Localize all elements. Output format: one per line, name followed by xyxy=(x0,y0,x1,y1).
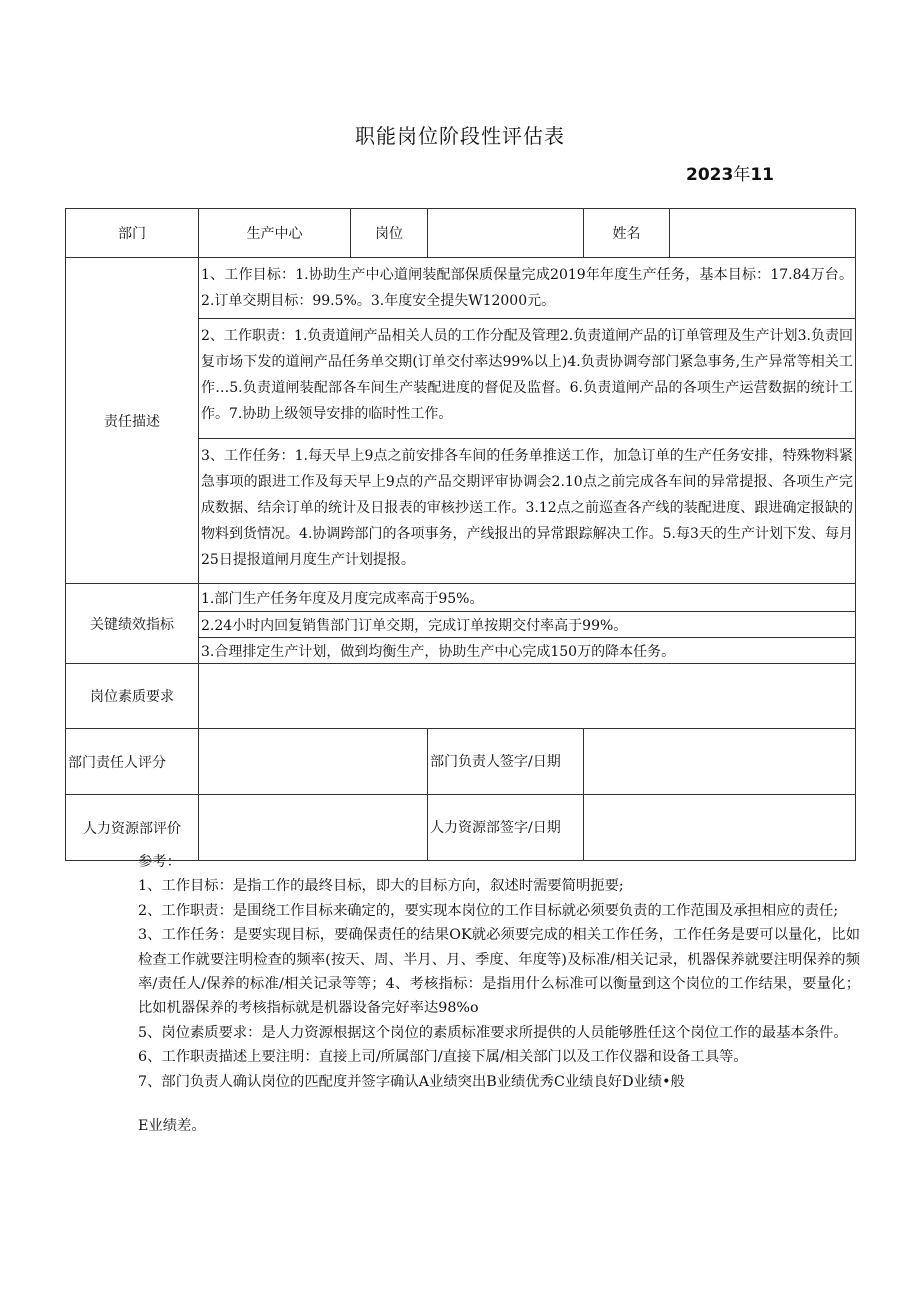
work-task-text: 3、工作任务：1.每天早上9点之前安排各车间的任务单推送工作，加急订单的生产任务安排，特殊物料紧急事项的跟进工作及每天早上9点的产品交期评审协调会2.10点之前完成各车间的异常提报、各项生产完成数据、结余订单的统计及日报表的审核抄送工作。3.12点之前巡查各产线的装配进度、跟进确定报缺的物料到货情况。4.协调跨部门的各项事务，产线报出的异常跟踪解决工作。5.每3天的生产计划下发、每月25日提报道闸月度生产计划提报。 xyxy=(199,439,856,584)
reference-notes xyxy=(138,850,860,1138)
row-basic-info xyxy=(66,209,856,258)
note-quality: 5、岗位素质要求：是人力资源根据这个岗位的素质标准要求所提供的人员能够胜任这个岗位工作的最基本条件。 xyxy=(138,1024,848,1041)
dept-sign-label: 部门负责人签字/日期 xyxy=(428,729,584,795)
note-task: 3、工作任务：是要实现目标，要确保责任的结果OK就必须要完成的相关工作任务，工作任务是要可以量化，比如检查工作就要注明检查的频率(按天、周、半月、月、季度、年度等)及标准/相关记录，机器保养就要注明保养的频率/责任人/保养的标准/相关记录等等；4、考核指标：是指用什么标准可以衡量到这个岗位的工作结果，要量化；比如机器保养的考核指标就是机器设备完好率达98%o xyxy=(138,927,860,1017)
row-dept-eval xyxy=(66,729,856,795)
date-year: 2023 xyxy=(686,165,734,185)
post-label: 岗位 xyxy=(351,209,428,258)
note-rating-end: E业绩差。 xyxy=(138,1118,206,1135)
kpi-item: 3.合理排定生产计划，做到均衡生产，协助生产中心完成150万的降本任务。 xyxy=(199,638,856,664)
note-goal: 1、工作目标：是指工作的最终目标，即大的目标方向，叙述时需要简明扼要; xyxy=(138,878,624,895)
dept-eval-value-cell[interactable] xyxy=(199,729,428,795)
post-value-cell[interactable] xyxy=(428,209,584,258)
note-duty-description: 6、工作职责描述上要注明：直接上司/所属部门/直接下属/相关部门以及工作仪器和设备工具等。 xyxy=(138,1049,748,1066)
evaluation-table xyxy=(65,208,856,861)
date-year-char: 年 xyxy=(733,165,751,185)
notes-heading: 参考： xyxy=(138,854,181,870)
dept-value: 生产中心 xyxy=(199,209,351,258)
quality-value-cell[interactable] xyxy=(199,664,856,729)
row-goal xyxy=(66,258,856,319)
work-duty-text: 2、工作职责：1.负责道闸产品相关人员的工作分配及管理2.负责道闸产品的订单管理及生产计划3.负责回复市场下发的道闸产品任务单交期(订单交付率达99%以上)4.负责协调夸部门紧急事务,生产异常等相关工作…5.负责道闸装配部各车间生产装配进度的督促及监督。6.负责道闸产品的各项生产运营数据的统计工作。7.协助上级领导安排的临时性工作。 xyxy=(199,319,856,439)
name-value-cell[interactable] xyxy=(670,209,856,258)
date xyxy=(686,160,774,185)
dept-sign-value-cell[interactable] xyxy=(584,729,856,795)
note-duty: 2、工作职责：是围绕工作目标来确定的，要实现本岗位的工作目标就必须要负责的工作范围及承担相应的责任; xyxy=(138,902,839,919)
dept-label: 部门 xyxy=(66,209,199,258)
date-month: 11 xyxy=(750,165,774,185)
row-kpi-1 xyxy=(66,584,856,612)
work-goal-text: 1、工作目标：1.协助生产中心道闸装配部保质保量完成2019年年度生产任务，基本目标：17.84万台。2.订单交期目标：99.5%。3.年度安全提失W12000元。 xyxy=(199,258,856,319)
quality-label: 岗位素质要求 xyxy=(66,664,199,729)
responsibility-label: 责任描述 xyxy=(66,258,199,584)
hr-eval-label: 人力资源部评价 xyxy=(66,795,199,861)
kpi-item: 1.部门生产任务年度及月度完成率高于95%。 xyxy=(199,584,856,612)
row-quality xyxy=(66,664,856,729)
note-rating: 7、部门负责人确认岗位的匹配度并签字确认A业绩突出B业绩优秀C业绩良好D业绩•般 xyxy=(138,1073,685,1090)
dept-eval-label: 部门责任人评分 xyxy=(66,729,199,795)
hr-sign-label: 人力资源部签字/日期 xyxy=(428,795,584,861)
kpi-label: 关键绩效指标 xyxy=(66,584,199,664)
name-label: 姓名 xyxy=(584,209,670,258)
kpi-item: 2.24小时内回复销售部门订单交期，完成订单按期交付率高于99%。 xyxy=(199,612,856,638)
page-title: 职能岗位阶段性评估表 xyxy=(355,124,565,148)
